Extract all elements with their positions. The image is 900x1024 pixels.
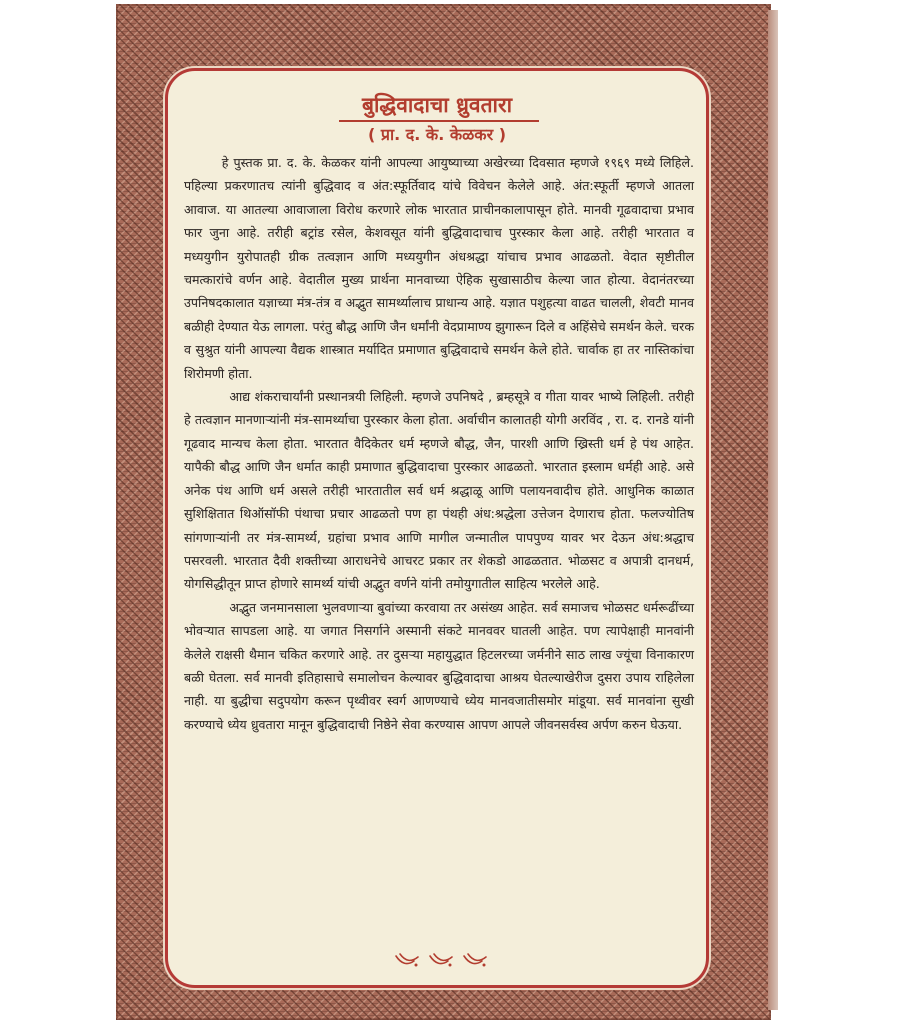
paragraph-1: हे पुस्तक प्रा. द. के. केळकर यांनी आपल्या आयुष्याच्या अखेरच्या दिवसात म्हणजे १९६९ मध्ये लिहिले. पहिल्या प्रकरणातच त्यांनी बुद्धिवाद व अंत:स्फूर्तिवाद यांचे विवेचन केलेले आहे. अंत:स्फूर्ती म्हणजे आतला आवाज. या आतल्या आवाजाला विरोध करणारे लोक भारतात प्राचीनकालापासून होते. मानवी गूढवादाचा प्रभाव फार जुना आहे. तरीही बट्रांड रसेल, केशवसूत यांनी बुद्धिवादाचाच पुरस्कार केला आहे. तरीही भारतात व मध्ययुगीन युरोपातही ग्रीक तत्वज्ञान आणि मध्ययुगीन अंधश्रद्धा यांचाच प्रभाव आढळतो. वेदात सृष्टीतील चमत्कारांचे वर्णन आहे. वेदातील मुख्य प्रार्थना मानवाच्या ऐहिक सुखासाठीच केल्या जात होत्या. वेदानंतरच्या उपनिषदकालात यज्ञाच्या मंत्र-तंत्र व अद्भुत सामर्थ्यालाच प्राधान्य आहे. यज्ञात पशुहत्या वाढत चालली, शेवटी मानव बळीही देण्यात येऊ लागला. परंतु बौद्ध आणि जैन धर्मांनी वेदप्रामाण्य झुगारून दिले व अहिंसेचे समर्थन केले. चरक व सुश्रुत यांनी आपल्या वैद्यक शास्त्रात मर्यादित प्रमाणात बुद्धिवादाचे समर्थन केले होते. चार्वाक हा तर नास्तिकांचा शिरोमणी होता. bbox=[184, 155, 694, 381]
title-underline bbox=[339, 120, 539, 122]
book-spine-edge bbox=[768, 10, 778, 1010]
blurb-panel bbox=[165, 68, 709, 988]
paragraph-3: अद्भुत जनमानसाला भुलवणाऱ्या बुवांच्या करवाया तर असंख्य आहेत. सर्व समाजच भोळसट धर्मरूढींच्या भोवऱ्यात सापडला आहे. या जगात निसर्गाने अस्मानी संकटे मानववर घातली आहेत. पण त्यापेक्षाही मानवांनी केलेले राक्षसी थैमान चकित करणारे आहे. तर दुसऱ्या महायुद्धात हिटलरच्या जर्मनीने साठ लाख ज्यूंचा विनाकारण बळी घेतला. सर्व मानवी इतिहासाचे समालोचन केल्यावर बुद्धिवादाचा आश्रय घेतल्याखेरीज दुसरा उपाय राहिलेला नाही. या बुद्धीचा सदुपयोग करून पृथ्वीवर स्वर्ग आणण्याचे ध्येय मानवजातीसमोर मांडूया. सर्व मानवांना सुखी करण्याचे ध्येय ध्रुवतारा मानून बुद्धिवादाची निष्ठेने सेवा करण्यास आपण आपले जीवनसर्वस्व अर्पण करुन घेऊया. bbox=[184, 599, 694, 732]
book-title: बुद्धिवादाचा ध्रुवतारा bbox=[361, 93, 513, 117]
book-author: ( प्रा. द. के. केळकर ) bbox=[367, 125, 507, 144]
blurb-text bbox=[184, 151, 694, 736]
floral-ornament-icon bbox=[390, 951, 490, 971]
paragraph-2: आद्य शंकराचार्यांनी प्रस्थानत्रयी लिहिली. म्हणजे उपनिषदे , ब्रम्हसूत्रे व गीता यावर भाष्ये लिहिली. तरीही हे तत्वज्ञान मानणाऱ्यांनी मंत्र-सामर्थ्याचा पुरस्कार केला होता. अर्वाचीन कालातही योगी अरविंद , रा. द. रानडे यांनी गूढवाद मान्यच केला होता. भारतात वैदिकेतर धर्म म्हणजे बौद्ध, जैन, पारशी आणि ख्रिस्ती धर्म हे पंथ आहेत. यापैकी बौद्ध आणि जैन धर्मात काही प्रमाणात बुद्धिवादाचा पुरस्कार आढळतो. भारतात इस्लाम धर्मही आहे. असे अनेक पंथ आणि धर्म असले तरीही भारतातील सर्व धर्म श्रद्धाळू आणि पलायनवादीच होते. आधुनिक काळात सुशिक्षितात थिऑसॉफी पंथाचा प्रचार आढळतो पण हा पंथही अंध:श्रद्धेला उत्तेजन देणाराच होता. फलज्योतिष सांगणाऱ्यांनी तर मंत्र-सामर्थ्य, ग्रहांचा प्रभाव आणि मागील जन्मातील पापपुण्य यावर भर देऊन अंध:श्रद्धाच पसरवली. भारतात दैवी शक्तीच्या आराधनेचे आचरट प्रकार तर शेकडो आढळतात. भोळसट व अपात्री दानधर्म, योगसिद्धीतून प्राप्त होणारे सामर्थ्य यांची अद्भुत वर्णने यांनी तमोयुगातील साहित्य भरलेले आहे. bbox=[184, 389, 694, 592]
